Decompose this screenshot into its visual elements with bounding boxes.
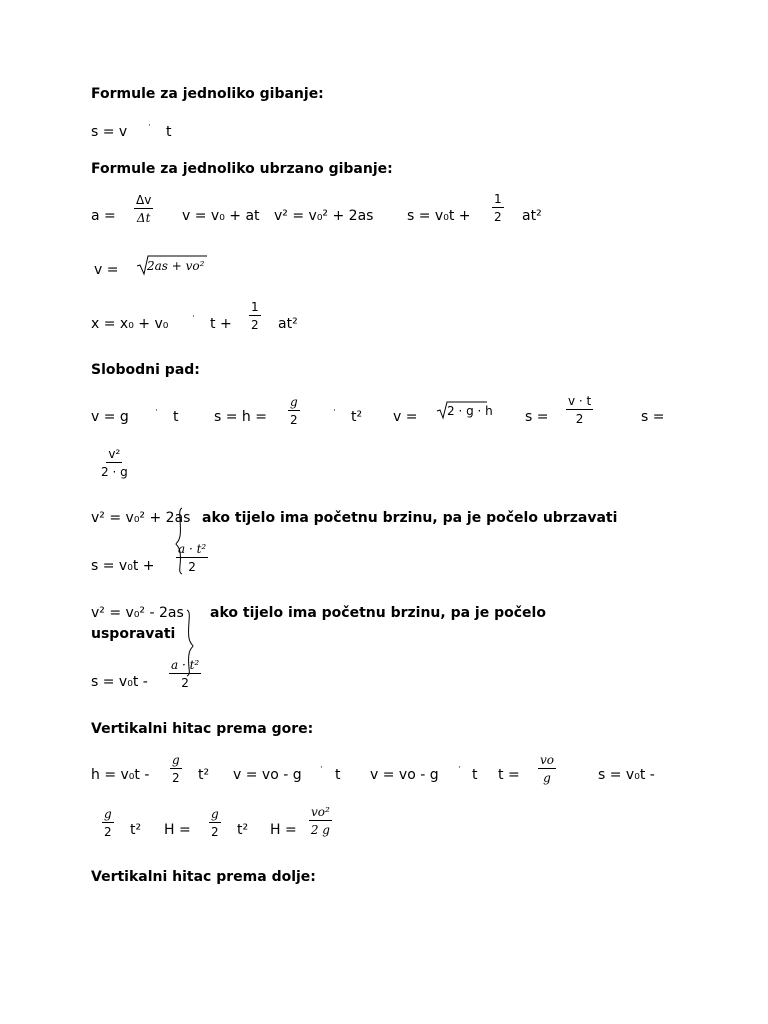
fraction-denominator: 2 [290,413,298,427]
formula-H-eq: H = [164,822,191,838]
formula-t: t [472,767,478,783]
section-title-uniform: Formule za jednoliko gibanje: [91,86,324,102]
formula-t2: t² [351,409,363,425]
formula-x-x0-v0: x = x₀ + v₀ [91,316,169,332]
formula-s-v: s = v [91,124,128,140]
fraction-numerator: g [211,807,219,821]
sqrt-expression: 2as + vo² [147,259,205,273]
fraction-denominator: Δt [136,211,151,225]
formula-t-eq: t = [498,767,520,783]
formula-v2-plus-2as: v² = v₀² + 2as [91,510,191,526]
fraction-denominator: 2 [188,560,196,574]
multiply-dot: · [320,763,323,773]
fraction-numerator: vo² [311,805,330,819]
note-decelerating-line-1: ako tijelo ima početnu brzinu, pa je počelo [210,605,546,621]
formula-v-vo-g-2: v = vo - g [370,767,439,783]
multiply-dot: · [155,406,158,416]
fraction-denominator: g [543,771,551,785]
formula-t: t [173,409,179,425]
fraction-numerator: a · t² [178,542,207,556]
formula-t2: t² [237,822,249,838]
section-title-free-fall: Slobodni pad: [91,362,200,378]
fraction-numerator: g [290,395,298,409]
formula-s-v0t: s = v₀t - [598,767,655,783]
fraction-g-over-2 [209,808,221,838]
fraction-denominator: 2 [211,825,219,839]
fraction-at2-over-2 [176,543,208,573]
fraction-g-over-2 [102,808,114,838]
fraction-numerator: v · t [568,394,592,408]
formula-v-vo-g: v = vo - g [233,767,302,783]
fraction-numerator: 1 [251,300,259,314]
formula-s-v0t-minus: s = v₀t - [91,674,148,690]
formula-v2-minus-2as: v² = v₀² - 2as [91,605,184,621]
fraction-denominator: 2 g [310,823,330,837]
formula-s-v0t-plus: s = v₀t + [91,558,155,574]
fraction-vt-over-2 [566,395,593,425]
fraction-denominator: 2 [251,318,259,332]
formula-t2: t² [198,767,210,783]
multiply-dot: · [148,121,151,131]
section-title-vertical-down: Vertikalni hitac prema dolje: [91,869,316,885]
fraction-numerator: vo [540,753,555,767]
fraction-vo-over-g [538,754,556,784]
fraction-vo2-over-2g [309,806,332,836]
note-decelerating-line-2: usporavati [91,626,176,642]
fraction-numerator: Δv [136,193,152,207]
formula-v-g: v = g [91,409,129,425]
fraction-g-over-2 [170,754,182,784]
fraction-denominator: 2 [181,676,189,690]
fraction-numerator: 1 [494,192,502,206]
fraction-numerator: v² [108,447,121,461]
formula-t: t [166,124,172,140]
fraction-one-half [249,301,261,331]
formula-a-eq: a = [91,208,116,224]
sqrt-expression: 2 · g · h [447,404,493,418]
formula-s-eq: s = [525,409,549,425]
formula-s-h: s = h = [214,409,267,425]
fraction-v2-over-2g [101,448,128,478]
formula-at2: at² [278,316,298,332]
fraction-numerator: g [172,753,180,767]
formula-at2: at² [522,208,542,224]
fraction-g-over-2 [288,396,300,426]
formula-H-eq-2: H = [270,822,297,838]
formula-t-plus: t + [210,316,232,332]
formula-v-eq: v = [393,409,418,425]
fraction-delta-v-over-delta-t [134,194,153,224]
formula-s-eq-2: s = [641,409,665,425]
formula-t2: t² [130,822,142,838]
fraction-denominator: 2 [172,771,180,785]
formula-h-v0t: h = v₀t - [91,767,150,783]
fraction-numerator: g [104,807,112,821]
formula-s-v0t: s = v₀t + [407,208,471,224]
section-title-accelerated: Formule za jednoliko ubrzano gibanje: [91,161,393,177]
fraction-denominator: 2 [104,825,112,839]
fraction-numerator: a · t² [171,658,200,672]
fraction-denominator: 2 · g [101,465,128,479]
formula-v-v0-at: v = v₀ + at [182,208,260,224]
multiply-dot: · [192,312,195,322]
formula-v2-v02-2as: v² = v₀² + 2as [274,208,374,224]
note-accelerating: ako tijelo ima početnu brzinu, pa je počelo ubrzavati [202,510,618,526]
section-title-vertical-up: Vertikalni hitac prema gore: [91,721,314,737]
fraction-at2-over-2 [169,659,201,689]
fraction-denominator: 2 [494,210,502,224]
multiply-dot: · [333,406,336,416]
formula-v-eq: v = [94,262,119,278]
fraction-denominator: 2 [575,412,584,426]
fraction-one-half [492,193,504,223]
formula-t: t [335,767,341,783]
multiply-dot: · [458,763,461,773]
